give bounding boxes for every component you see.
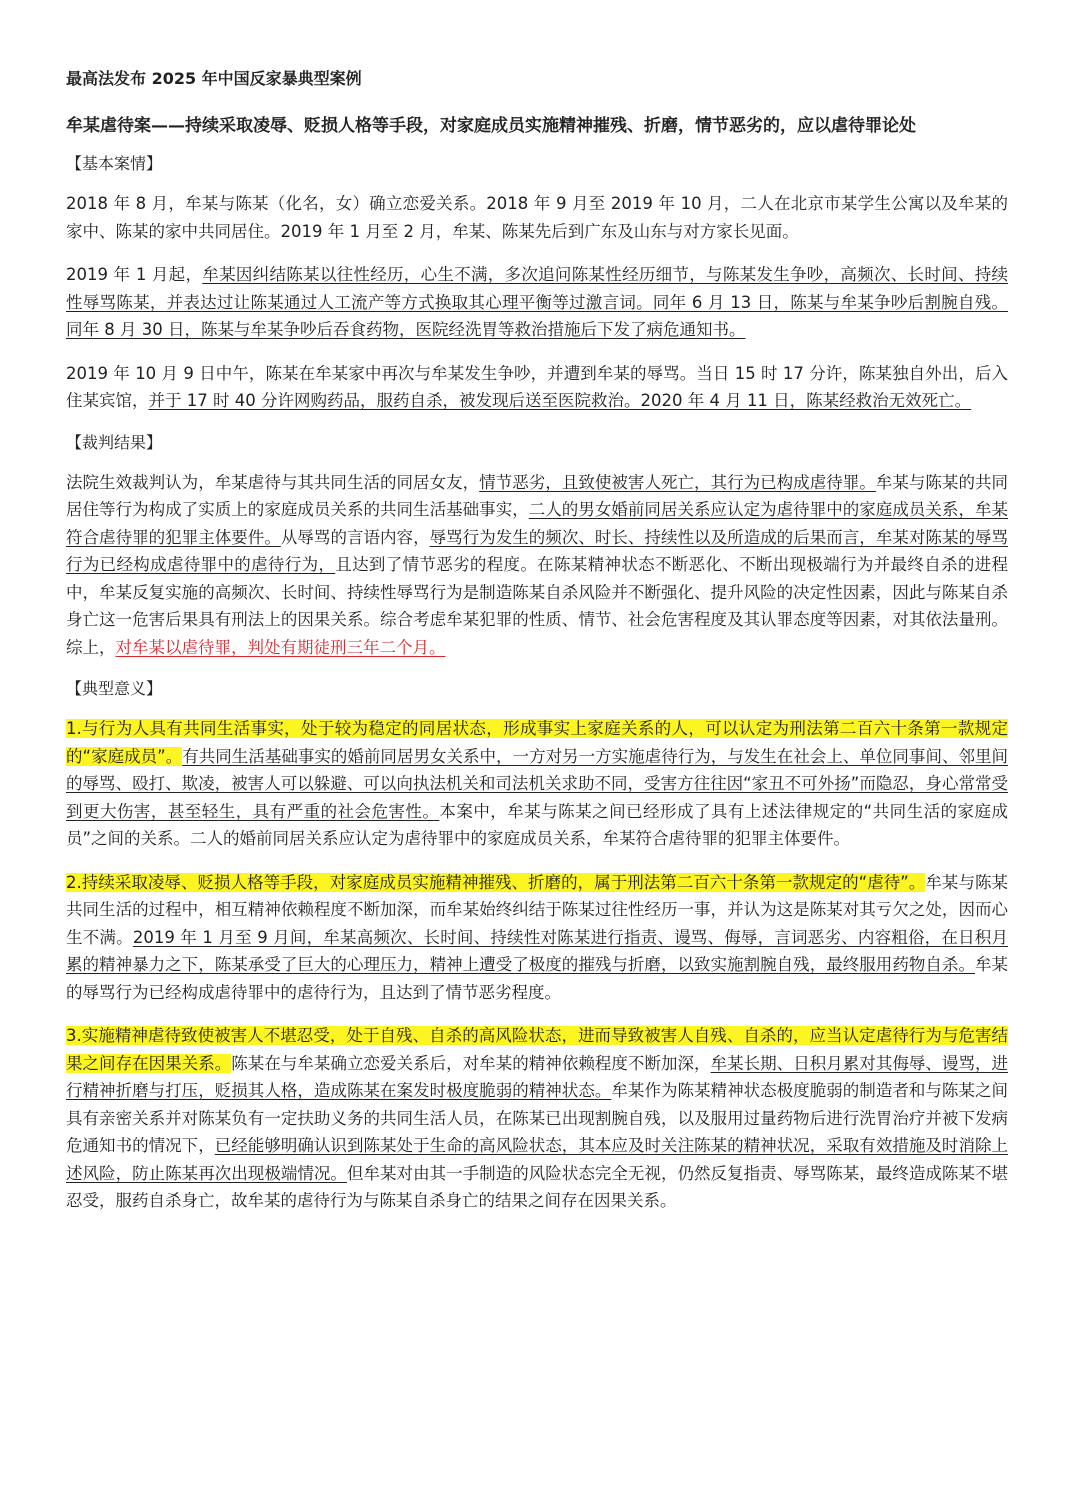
significance-p1-underlined: 有共同生活基础事实的婚前同居男女关系中，一方对另一方实施虐待行为，与发生在社会上、单位同事间、邻里间的辱骂、殴打、欺凌，被害人可以躲避、可以向执法机关和司法机关求助不同，受害方往往因“家丑不可外扬”而隐忍，身心常常受到更大伤害，甚至轻生，具有严重的社会危害性。 [66, 746, 1008, 821]
significance-p3-lead: 陈某在与牟某确立恋爱关系后，对牟某的精神依赖程度不断加深， [231, 1053, 711, 1073]
facts-paragraph-1: 2018 年 8 月，牟某与陈某（化名，女）确立恋爱关系。2018 年 9 月至 2019 年 10 月，二人在北京市某学生公寓以及牟某的家中、陈某的家中共同居住。2019 年 1 月至 2 月，牟某、陈某先后到广东及山东与对方家长见面。 [66, 194, 1008, 241]
significance-p3-underlined-1: 牟某长期、日积月累对其侮辱、谩骂，进行精神折磨与打压，贬损其人格，造成陈某在案发时极度脆弱的精神状态。 [66, 1053, 1009, 1100]
facts-p3-underlined: 并于 17 时 40 分许网购药品，服药自杀，被发现后送至医院救治。2020 年 4 月 11 日，陈某经救治无效死亡。 [148, 391, 972, 410]
significance-p3-middle: 牟某作为陈某精神状态极度脆弱的制造者和与陈某之间具有亲密关系并对陈某负有一定扶助义务的共同生活人员，在陈某已出现割腕自残，以及服用过量药物后进行洗胃治疗并被下发病危通知书的情况下， [66, 1081, 1009, 1155]
judgment-s4: 二人的男女婚前同居关系应认定为虐待罪中的家庭成员关系，牟某符合虐待罪的犯罪主体要件。 [66, 500, 1009, 547]
significance-heading: 【典型意义】 [66, 679, 163, 698]
facts-p2-lead: 2019 年 1 月起， [66, 265, 203, 284]
significance-p3-rest: 但牟某对由其一手制造的风险状态完全无视，仍然反复指责、辱骂陈某，最终造成陈某不堪忍受，服药自杀身亡，故牟某的虐待行为与陈某自杀身亡的结果之间存在因果关系。 [66, 1163, 1009, 1210]
judgment-s3: 牟某与陈某的共同居住等行为构成了实质上的家庭成员关系的共同生活基础事实， [66, 472, 1009, 519]
significance-paragraph-2 [66, 869, 1008, 1007]
judgment-s6: 辱骂行为发生的频次、时长、持续性以及所造成的后果而言，牟某对陈某的辱骂行为已经构成虐待罪中的虐待行为， [66, 527, 1009, 574]
facts-paragraph-3 [66, 360, 1008, 415]
significance-p3-highlight: 3.实施精神虐待致使被害人不堪忍受，处于自残、自杀的高风险状态，进而导致被害人自残、自杀的，应当认定虐待行为与危害结果之间存在因果关系。 [66, 1026, 1008, 1073]
facts-heading: 【基本案情】 [66, 154, 163, 173]
significance-p3-underlined-2: 已经能够明确认识到陈某处于生命的高风险状态，其本应及时关注陈某的精神状况，采取有效措施及时消除上述风险，防止陈某再次出现极端情况。 [66, 1136, 1009, 1183]
significance-paragraph-1 [66, 715, 1008, 853]
significance-p2-underlined: 2019 年 1 月至 9 月间，牟某高频次、长时间、持续性对陈某进行指责、谩骂、侮辱，言词恶劣、内容粗俗，在日积月累的精神暴力之下，陈某承受了巨大的心理压力，精神上遭受了极度的摧残与折磨，以致实施割腕自残，最终服用药物自杀。 [66, 927, 1009, 974]
facts-paragraph-2 [66, 261, 1008, 344]
significance-paragraph-3 [66, 1022, 1008, 1215]
facts-p2-underlined: 牟某因纠结陈某以往性经历，心生不满，多次追问陈某性经历细节，与陈某发生争吵，高频次、长时间、持续性辱骂陈某，并表达过让陈某通过人工流产等方式换取其心理平衡等过激言词。同年 6 月 13 日，陈某与牟某争吵后割腕自残。同年 8 月 30 日，陈某与牟某争吵后吞食药物，医院经洗胃等救治措施后下发了病危通知书。 [66, 265, 1009, 339]
case-title: 牟某虐待案——持续采取凌辱、贬损人格等手段，对家庭成员实施精神摧残、折磨，情节恶劣的，应以虐待罪论处 [66, 116, 916, 136]
significance-p2-highlight: 2.持续采取凌辱、贬损人格等手段，对家庭成员实施精神摧残、折磨的，属于刑法第二百六十条第一款规定的“虐待”。 [66, 872, 926, 892]
judgment-heading: 【裁判结果】 [66, 432, 163, 452]
judgment-s5: 从辱骂的言语内容， [280, 527, 430, 547]
judgment-sentence-verdict: 对牟某以虐待罪，判处有期徒刑三年二个月。 [115, 637, 446, 657]
judgment-s1: 法院生效裁判认为，牟某虐待与其共同生活的同居女友， [66, 472, 480, 492]
significance-p2-rest: 牟某的辱骂行为已经构成虐待罪中的虐待行为，且达到了情节恶劣程度。 [66, 955, 1009, 1002]
significance-p2-lead: 牟某与陈某共同生活的过程中，相互精神依赖程度不断加深，而牟某始终纠结于陈某过往性经历一事，并认为这是陈某对其亏欠之处，因而心生不满。 [66, 872, 1009, 947]
facts-p3-lead: 2019 年 10 月 9 日中午，陈某在牟某家中再次与牟某发生争吵，并遭到牟某的辱骂。当日 15 时 17 分许，陈某独自外出，后入住某宾馆， [66, 363, 1008, 410]
significance-p1-highlight: 1.与行为人具有共同生活事实，处于较为稳定的同居状态，形成事实上家庭关系的人，可以认定为刑法第二百六十条第一款规定的“家庭成员”。 [66, 719, 1008, 766]
judgment-s7: 且达到了情节恶劣的程度。在陈某精神状态不断恶化、不断出现极端行为并最终自杀的进程中，牟某反复实施的高频次、长时间、持续性辱骂行为是制造陈某自杀风险并不断强化、提升风险的决定性因素，因此与陈某自杀身亡这一危害后果具有刑法上的因果关系。综合考虑牟某犯罪的性质、情节、社会危害程度及其认罪态度等因素，对其依法量刑。综上， [66, 555, 1009, 657]
judgment-s2: 情节恶劣，且致使被害人死亡，其行为已构成虐待罪。 [479, 472, 876, 492]
page-title: 最高法发布 2025 年中国反家暴典型案例 [66, 69, 362, 88]
judgment-paragraph [66, 469, 1008, 662]
significance-p1-rest: 本案中，牟某与陈某之间已经形成了具有上述法律规定的“共同生活的家庭成员”之间的关系。二人的婚前同居关系应认定为虐待罪中的家庭成员关系，牟某符合虐待罪的犯罪主体要件。 [66, 801, 1008, 848]
